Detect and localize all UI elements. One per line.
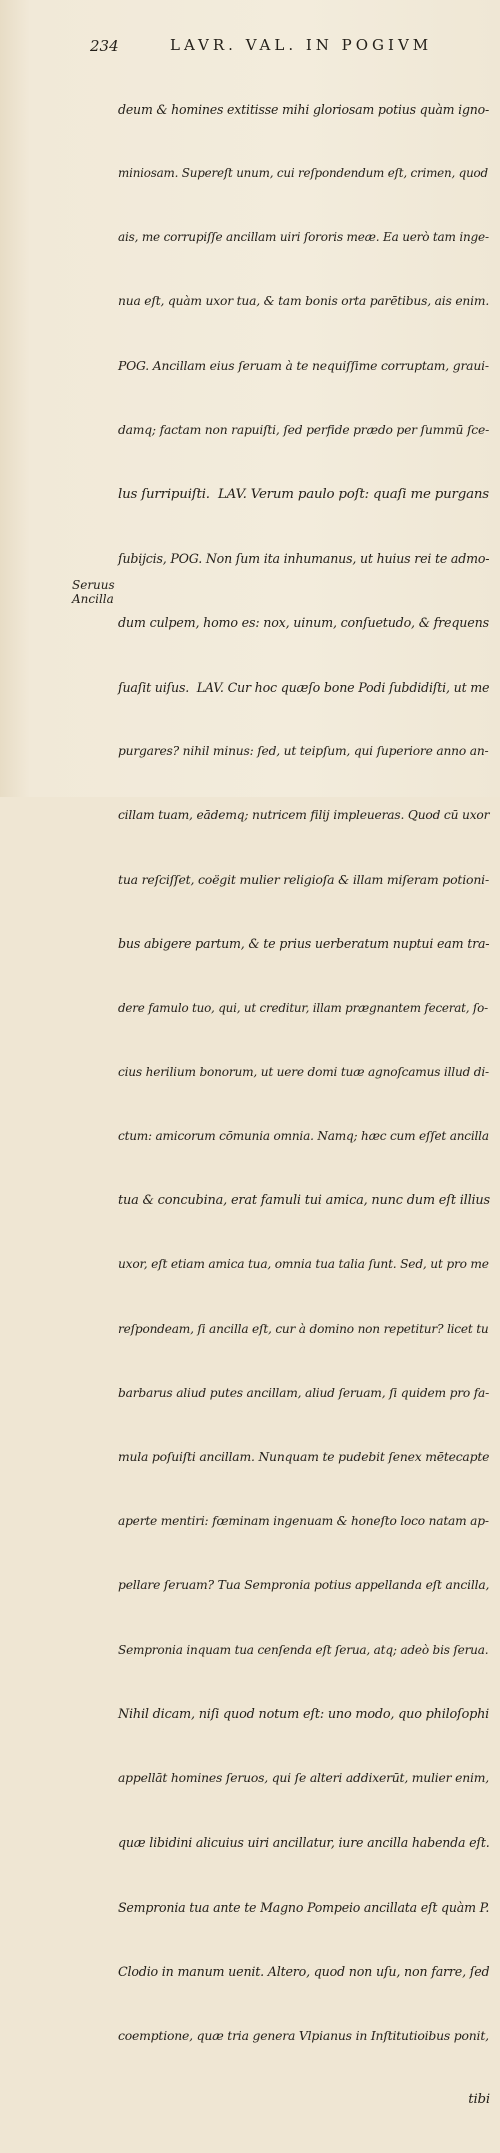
text-line: damq; factam non rapuiſti, ſed perfide prædo per ſummū ſce- [118, 422, 490, 437]
text-line: tua & concubina, erat famuli tui amica, nunc dum eſt illius [118, 1193, 490, 1209]
text-line: nua eſt, quàm uxor tua, & tam bonis orta parētibus, ais enim. [118, 294, 490, 309]
text-line: appellāt homines ſeruos, qui ſe alteri addixerūt, mulier enim, [118, 1771, 489, 1786]
text-line: cius herilium bonorum, ut uere domi tuæ agnoſcamus illud di- [118, 1064, 489, 1079]
text-line: ſuaſit uiſus. LAV. Cur hoc quæſo bone Podi ſubdidiſti, ut me [118, 679, 490, 695]
catchword: tibi [468, 2092, 490, 2108]
text-line: purgares? nihil minus: ſed, ut teipſum, qui ſuperiore anno an- [118, 743, 489, 758]
text-line: cillam tuam, eādemq; nutricem filij impleueras. Quod cū uxor [118, 808, 490, 823]
text-line: POG. Ancillam eius ſeruam à te nequiſſime corruptam, graui- [118, 358, 489, 373]
text-line: mula poſuiſti ancillam. Nunquam te pudebit ſenex mētecapte [118, 1450, 490, 1465]
marginal-note-line: Ancilla [72, 592, 114, 606]
text-line: bus abigere partum, & te prius uerberatum nuptui eam tra- [118, 936, 490, 952]
text-line: Clodio in manum uenit. Altero, quod non uſu, non farre, ſed [118, 1963, 490, 1979]
text-line: aperte mentiri: fœminam ingenuam & honeſto loco natam ap- [118, 1514, 489, 1529]
text-line: ais, me corrupiſſe ancillam uiri ſororis meæ. Ea uerò tam inge- [118, 230, 489, 245]
text-line: uxor, eſt etiam amica tua, omnia tua talia ſunt. Sed, ut pro me [118, 1257, 489, 1272]
marginal-note-line: Seruus [72, 578, 115, 592]
text-line: tua reſciſſet, coëgit mulier religioſa & illam miſeram potioni- [118, 872, 489, 888]
text-line: Sempronia inquam tua cenſenda eſt ſerua, atq; adeò bis ſerua. [118, 1642, 489, 1657]
text-line: pellare ſeruam? Tua Sempronia potius appellanda eſt ancilla, [118, 1578, 490, 1593]
text-line: deum & homines extitisse mihi gloriosam potius quàm igno- [118, 101, 490, 117]
text-line: barbarus aliud putes ancillam, aliud ſeruam, ſi quidem pro fa- [118, 1385, 490, 1400]
text-line: miniosam. Supereſt unum, cui reſpondendum eſt, crimen, quod [118, 166, 488, 181]
page-header [90, 36, 486, 54]
text-line: ſubijcis, POG. Non ſum ita inhumanus, ut huius rei te admo- [118, 551, 490, 567]
text-line: reſpondeam, ſi ancilla eſt, cur à domino non repetitur? licet tu [118, 1321, 489, 1336]
text-line: coemptione, quæ tria genera Vlpianus in Inſtitutioibus ponit, [118, 2027, 489, 2043]
page-number: 234 [90, 37, 119, 55]
marginal-note [72, 578, 116, 606]
text-line: dere famulo tuo, qui, ut creditur, illam prægnantem fecerat, ſo- [118, 1000, 488, 1015]
text-line: Nihil dicam, niſi quod notum eſt: uno modo, quo philoſophi [118, 1706, 490, 1722]
running-head: LAVR. VAL. IN POGIVM [170, 36, 433, 54]
text-line: ctum: amicorum cōmunia omnia. Namq; hæc cum eſſet ancilla [118, 1129, 489, 1144]
text-line: quæ libidini alicuius uiri ancillatur, iure ancilla habenda eſt. [118, 1835, 490, 1851]
text-line: lus ſurripuiſti. LAV. Verum paulo poſt: quaſi me purgans [118, 487, 489, 503]
body-text [118, 56, 490, 2153]
text-line: dum culpem, homo es: nox, uinum, conſuetudo, & frequens [118, 615, 489, 631]
text-line: Sempronia tua ante te Magno Pompeio ancillata eſt quàm P. [118, 1899, 490, 1915]
